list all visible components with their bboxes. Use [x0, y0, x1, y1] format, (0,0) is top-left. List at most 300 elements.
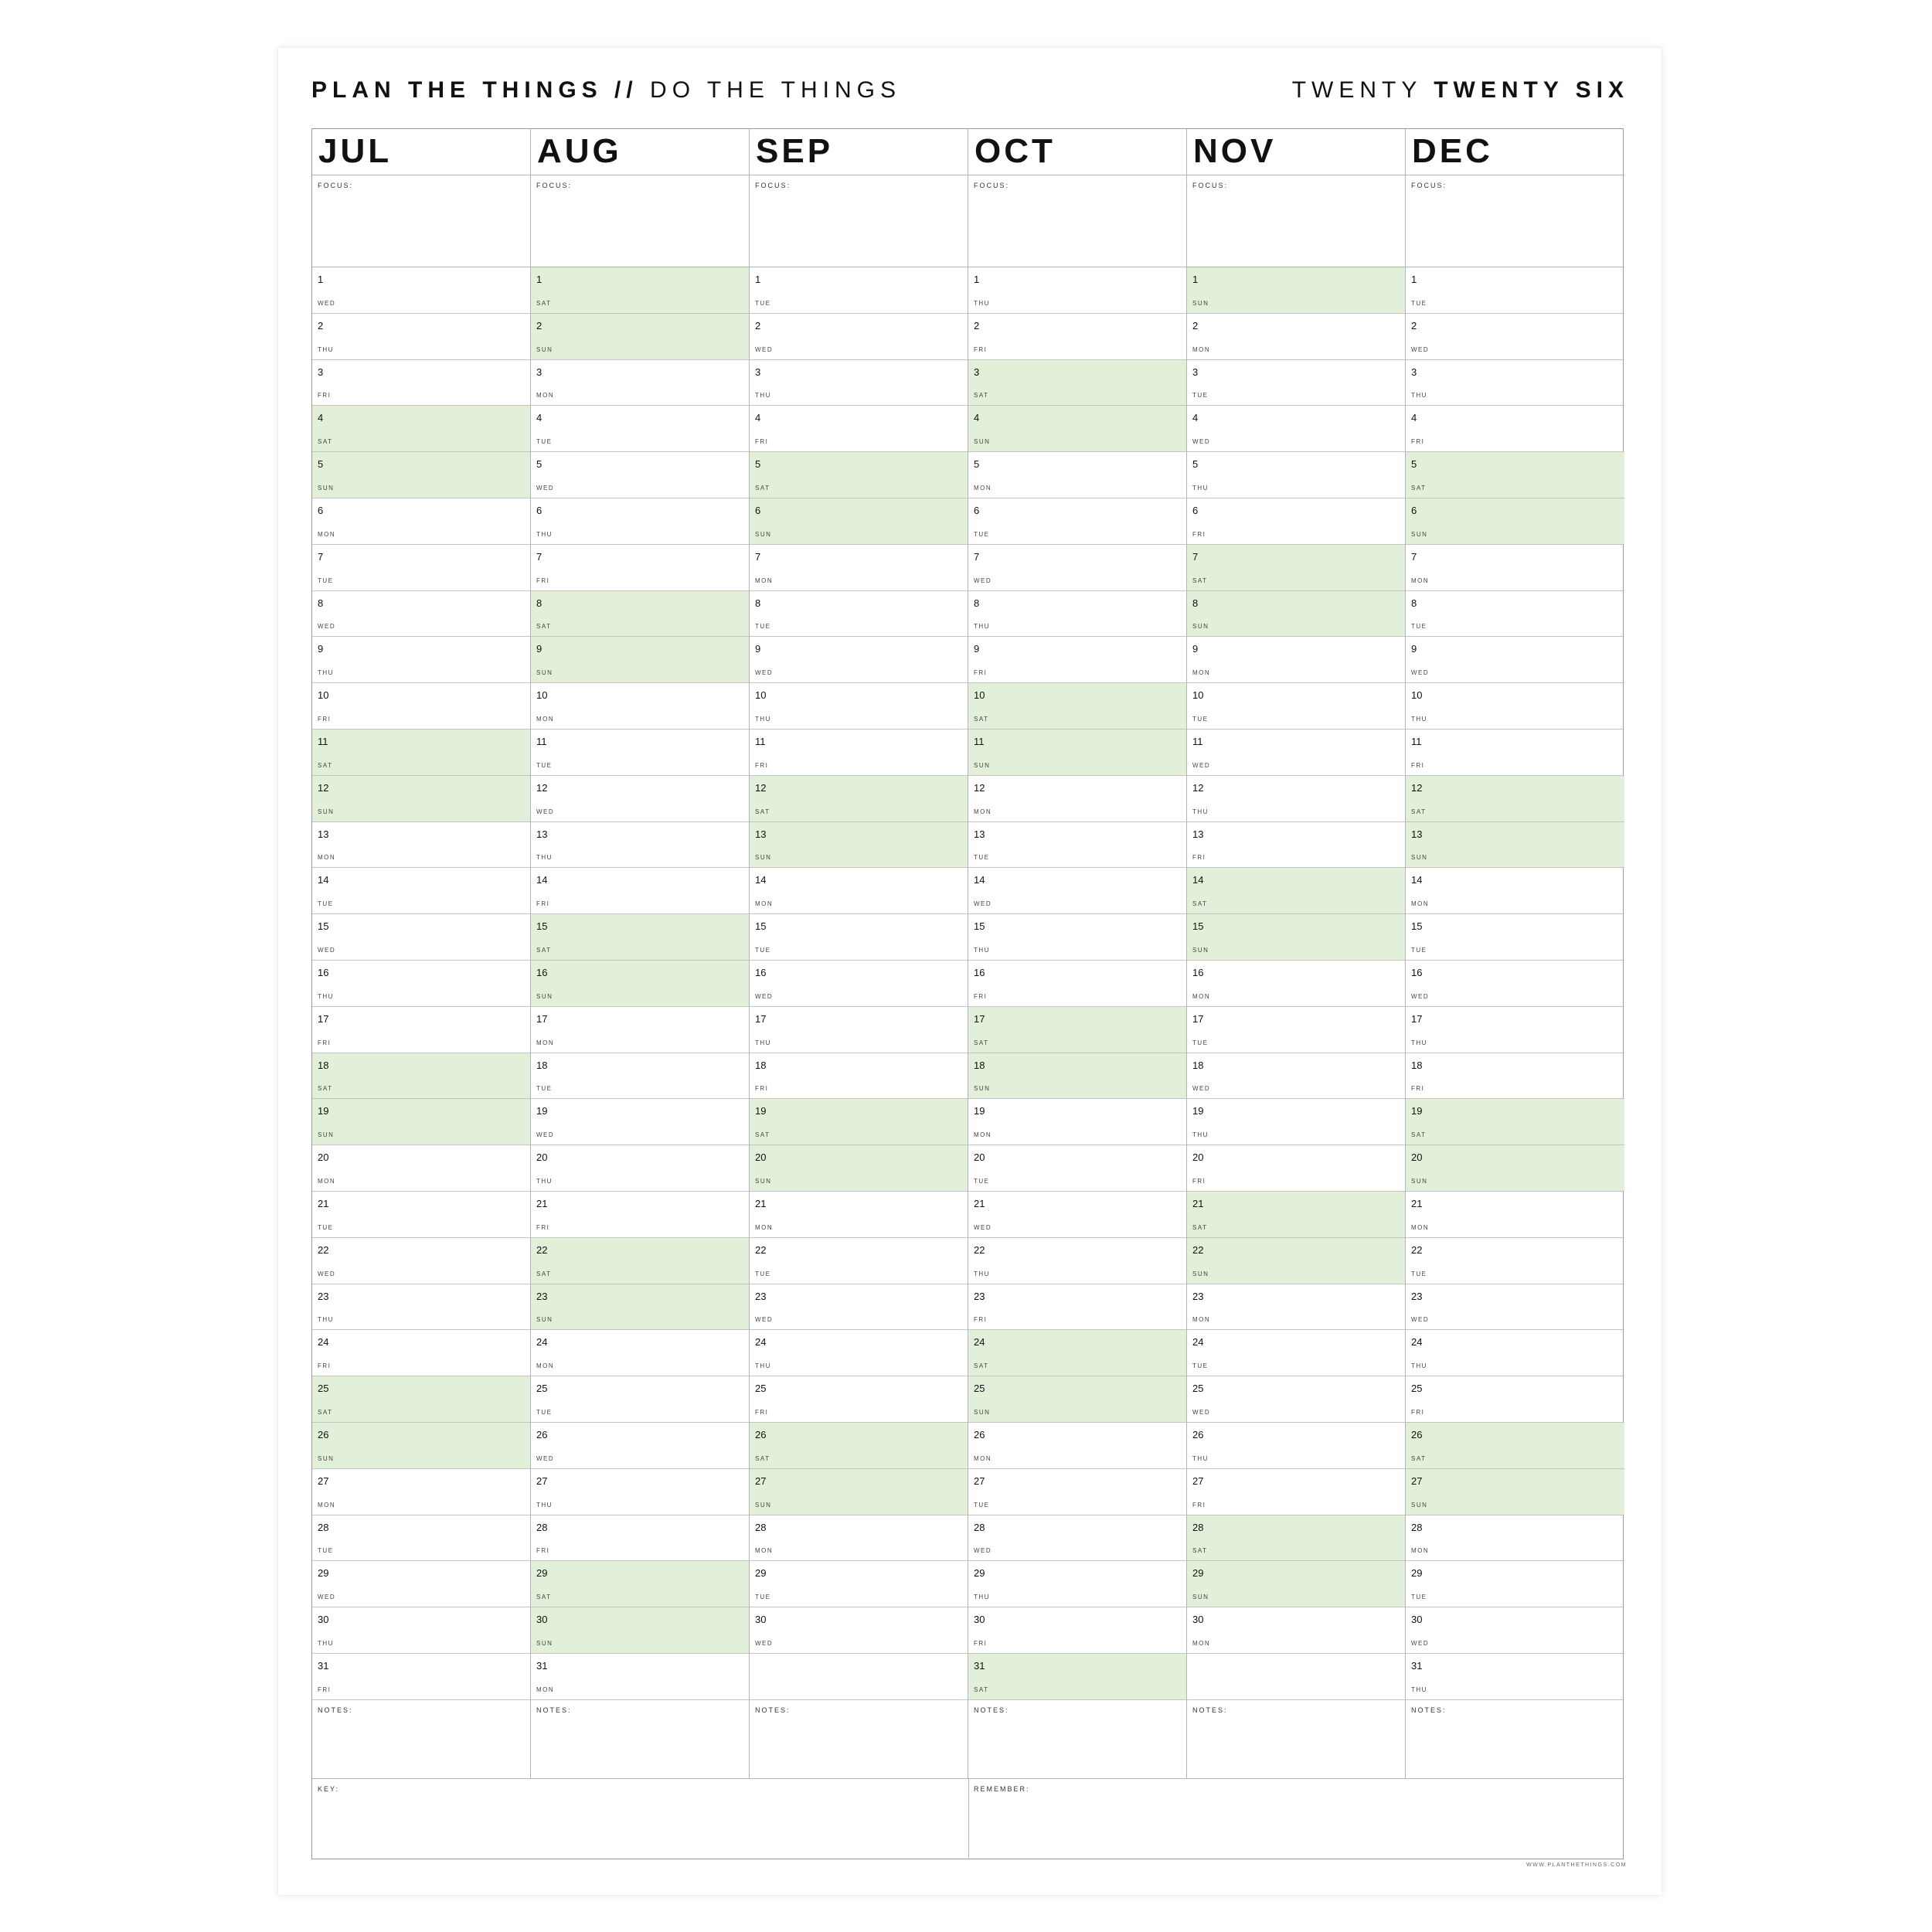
- day-cell[interactable]: [1406, 1238, 1624, 1284]
- day-number: 19: [1411, 1105, 1423, 1117]
- weekday-label: SUN: [1411, 530, 1428, 538]
- day-number: 10: [318, 689, 329, 702]
- day-cell[interactable]: [312, 406, 530, 452]
- day-cell[interactable]: [1406, 730, 1624, 776]
- day-cell[interactable]: [1187, 868, 1405, 914]
- day-number: 2: [755, 319, 761, 332]
- day-cell[interactable]: [312, 1561, 530, 1607]
- day-cell[interactable]: [531, 1192, 749, 1238]
- day-cell[interactable]: [531, 314, 749, 360]
- day-cell[interactable]: [312, 1330, 530, 1376]
- weekday-label: SUN: [1192, 1270, 1209, 1277]
- day-cell[interactable]: [968, 868, 1186, 914]
- day-cell[interactable]: [750, 1469, 968, 1515]
- day-cell[interactable]: [312, 1284, 530, 1331]
- day-number: 1: [974, 274, 980, 285]
- day-cell[interactable]: [1187, 1607, 1405, 1654]
- day-number: 11: [1192, 735, 1203, 747]
- day-cell[interactable]: [1187, 452, 1405, 498]
- weekday-label: TUE: [1411, 623, 1427, 631]
- day-cell[interactable]: [750, 637, 968, 683]
- day-cell[interactable]: [1406, 1330, 1624, 1376]
- day-cell[interactable]: [312, 591, 530, 638]
- day-cell[interactable]: [531, 1099, 749, 1145]
- day-cell[interactable]: [312, 498, 530, 545]
- day-cell[interactable]: [312, 1192, 530, 1238]
- day-cell[interactable]: [531, 406, 749, 452]
- day-number: 14: [536, 874, 548, 886]
- day-cell[interactable]: [750, 314, 968, 360]
- day-number: 31: [974, 1659, 985, 1672]
- day-cell[interactable]: [1406, 452, 1624, 498]
- day-cell[interactable]: [531, 637, 749, 683]
- day-cell[interactable]: [531, 914, 749, 961]
- day-cell[interactable]: [1187, 1192, 1405, 1238]
- day-number: 20: [318, 1151, 329, 1164]
- day-cell[interactable]: [968, 545, 1186, 591]
- day-cell[interactable]: [968, 1284, 1186, 1331]
- day-cell[interactable]: [968, 498, 1186, 545]
- day-number: 30: [974, 1614, 985, 1626]
- day-cell[interactable]: [1187, 683, 1405, 730]
- day-cell[interactable]: [531, 961, 749, 1007]
- day-cell[interactable]: [750, 591, 968, 638]
- weekday-label: TUE: [755, 1594, 771, 1601]
- day-cell[interactable]: [968, 1238, 1186, 1284]
- weekday-label: THU: [1411, 715, 1427, 723]
- day-cell[interactable]: [968, 1423, 1186, 1469]
- day-cell[interactable]: [750, 1330, 968, 1376]
- day-cell[interactable]: [531, 683, 749, 730]
- weekday-label: MON: [318, 1177, 336, 1185]
- day-cell[interactable]: [750, 776, 968, 822]
- day-cell[interactable]: [968, 683, 1186, 730]
- weekday-label: MON: [318, 854, 336, 862]
- weekday-label: FRI: [318, 392, 332, 400]
- day-cell[interactable]: [1187, 1007, 1405, 1053]
- weekday-label: FRI: [974, 669, 988, 677]
- day-number: 5: [755, 458, 761, 471]
- day-number: 26: [1192, 1428, 1204, 1440]
- day-cell[interactable]: [531, 360, 749, 406]
- day-cell[interactable]: [968, 1145, 1186, 1192]
- day-cell[interactable]: [312, 1145, 530, 1192]
- day-cell[interactable]: [1406, 776, 1624, 822]
- day-number: 9: [974, 643, 980, 655]
- day-cell[interactable]: [750, 1607, 968, 1654]
- day-cell[interactable]: [968, 1376, 1186, 1423]
- day-cell[interactable]: [1406, 545, 1624, 591]
- day-number: 11: [536, 735, 547, 747]
- weekday-label: TUE: [1411, 946, 1427, 954]
- weekday-label: TUE: [1192, 715, 1209, 723]
- day-number: 9: [1192, 643, 1199, 655]
- day-cell[interactable]: [1187, 961, 1405, 1007]
- weekday-label: WED: [318, 623, 336, 631]
- weekday-label: TUE: [536, 761, 553, 769]
- weekday-label: TUE: [1192, 392, 1209, 400]
- day-cell[interactable]: [968, 406, 1186, 452]
- day-cell[interactable]: [1187, 1238, 1405, 1284]
- day-cell[interactable]: [750, 498, 968, 545]
- day-cell[interactable]: [1187, 1515, 1405, 1562]
- day-cell[interactable]: [750, 1053, 968, 1100]
- weekday-label: TUE: [318, 577, 334, 584]
- day-cell[interactable]: [1406, 1053, 1624, 1100]
- day-cell[interactable]: [1187, 637, 1405, 683]
- weekday-label: MON: [318, 1501, 336, 1509]
- weekday-label: FRI: [755, 761, 769, 769]
- notes-label: NOTES:: [318, 1706, 353, 1714]
- day-cell[interactable]: [531, 1423, 749, 1469]
- day-cell[interactable]: [968, 1561, 1186, 1607]
- notes-label: NOTES:: [1192, 1706, 1228, 1714]
- day-number: 27: [536, 1475, 548, 1487]
- day-cell[interactable]: [1406, 961, 1624, 1007]
- notes-box[interactable]: [312, 1700, 530, 1792]
- focus-box[interactable]: [968, 175, 1186, 267]
- weekday-label: SUN: [755, 1501, 772, 1509]
- weekday-label: SUN: [755, 854, 772, 862]
- day-cell[interactable]: [968, 452, 1186, 498]
- weekday-label: SUN: [1411, 1501, 1428, 1509]
- weekday-label: TUE: [755, 1270, 771, 1277]
- day-cell[interactable]: [750, 868, 968, 914]
- day-number: 28: [755, 1521, 767, 1533]
- day-cell[interactable]: [531, 822, 749, 869]
- day-cell[interactable]: [312, 961, 530, 1007]
- day-number: 29: [1411, 1567, 1423, 1580]
- day-cell[interactable]: [750, 1145, 968, 1192]
- day-cell[interactable]: [531, 1007, 749, 1053]
- day-cell[interactable]: [1187, 545, 1405, 591]
- day-cell[interactable]: [1187, 406, 1405, 452]
- day-cell[interactable]: [1406, 637, 1624, 683]
- day-cell[interactable]: [968, 591, 1186, 638]
- day-cell[interactable]: [531, 1561, 749, 1607]
- day-cell[interactable]: [1406, 591, 1624, 638]
- day-number: 24: [755, 1336, 767, 1349]
- day-number: 4: [1411, 412, 1417, 424]
- day-cell[interactable]: [750, 1284, 968, 1331]
- day-number: 27: [318, 1475, 329, 1487]
- day-cell[interactable]: [531, 776, 749, 822]
- weekday-label: SAT: [318, 1085, 333, 1093]
- notes-box[interactable]: [750, 1700, 968, 1792]
- day-cell[interactable]: [312, 1099, 530, 1145]
- day-number: 20: [1411, 1151, 1423, 1164]
- day-cell[interactable]: [1187, 1561, 1405, 1607]
- day-cell[interactable]: [312, 776, 530, 822]
- day-cell[interactable]: [750, 452, 968, 498]
- year-bold: TWENTY SIX: [1434, 77, 1629, 103]
- day-cell[interactable]: [1187, 776, 1405, 822]
- day-cell[interactable]: [750, 1099, 968, 1145]
- weekday-label: WED: [1192, 1408, 1211, 1416]
- day-cell[interactable]: [312, 822, 530, 869]
- day-cell[interactable]: [750, 1238, 968, 1284]
- day-cell[interactable]: [531, 1330, 749, 1376]
- day-number: 5: [1192, 458, 1199, 471]
- day-cell[interactable]: [1406, 1284, 1624, 1331]
- focus-box[interactable]: [750, 175, 968, 267]
- notes-box[interactable]: [1406, 1700, 1624, 1792]
- day-cell[interactable]: [1406, 914, 1624, 961]
- day-number: 12: [318, 781, 329, 794]
- focus-box[interactable]: [1406, 175, 1624, 267]
- weekday-label: FRI: [1192, 530, 1206, 538]
- day-number: 2: [974, 319, 980, 332]
- day-cell[interactable]: [750, 683, 968, 730]
- day-cell[interactable]: [968, 314, 1186, 360]
- day-cell[interactable]: [531, 730, 749, 776]
- day-cell[interactable]: [312, 360, 530, 406]
- weekday-label: SUN: [755, 1177, 772, 1185]
- day-cell[interactable]: [750, 1376, 968, 1423]
- day-cell[interactable]: [750, 914, 968, 961]
- weekday-label: FRI: [1192, 1177, 1206, 1185]
- day-cell[interactable]: [312, 314, 530, 360]
- weekday-label: THU: [318, 992, 334, 1000]
- day-cell[interactable]: [750, 1561, 968, 1607]
- day-number: 21: [1411, 1197, 1423, 1209]
- day-cell[interactable]: [1187, 1330, 1405, 1376]
- day-cell[interactable]: [312, 1238, 530, 1284]
- day-cell[interactable]: [968, 961, 1186, 1007]
- day-cell[interactable]: [750, 730, 968, 776]
- weekday-label: THU: [1192, 808, 1209, 815]
- day-cell[interactable]: [1406, 1607, 1624, 1654]
- day-cell[interactable]: [531, 868, 749, 914]
- day-cell[interactable]: [312, 267, 530, 314]
- day-number: 23: [755, 1290, 767, 1302]
- day-cell[interactable]: [1406, 314, 1624, 360]
- weekday-label: SAT: [974, 392, 989, 400]
- day-number: 18: [755, 1059, 767, 1071]
- day-number: 6: [974, 504, 980, 516]
- day-cell[interactable]: [531, 1515, 749, 1562]
- weekday-label: FRI: [974, 1316, 988, 1324]
- notes-box[interactable]: [531, 1700, 749, 1792]
- day-cell[interactable]: [312, 1607, 530, 1654]
- day-cell[interactable]: [1406, 1376, 1624, 1423]
- day-cell[interactable]: [531, 267, 749, 314]
- day-cell[interactable]: [968, 776, 1186, 822]
- day-cell[interactable]: [1187, 1053, 1405, 1100]
- day-cell[interactable]: [968, 1515, 1186, 1562]
- day-cell[interactable]: [312, 683, 530, 730]
- day-cell[interactable]: [968, 1607, 1186, 1654]
- month-header: [312, 129, 530, 175]
- day-cell[interactable]: [312, 452, 530, 498]
- day-cell[interactable]: [312, 1654, 530, 1700]
- day-cell[interactable]: [968, 360, 1186, 406]
- day-cell[interactable]: [531, 1607, 749, 1654]
- day-number: 16: [536, 966, 548, 978]
- day-cell[interactable]: [1187, 1099, 1405, 1145]
- weekday-label: SUN: [1411, 854, 1428, 862]
- notes-label: NOTES:: [974, 1706, 1009, 1714]
- day-cell[interactable]: [531, 1469, 749, 1515]
- day-cell[interactable]: [1406, 267, 1624, 314]
- day-cell[interactable]: [1187, 1145, 1405, 1192]
- day-number: 2: [318, 319, 324, 332]
- day-number: 28: [1192, 1521, 1204, 1533]
- day-number: 16: [755, 966, 767, 978]
- day-cell[interactable]: [1406, 1145, 1624, 1192]
- day-cell[interactable]: [1187, 498, 1405, 545]
- day-number: 27: [1411, 1475, 1423, 1487]
- weekday-label: SUN: [536, 1639, 553, 1647]
- day-cell[interactable]: [1406, 1515, 1624, 1562]
- weekday-label: TUE: [318, 900, 334, 908]
- day-cell[interactable]: [968, 914, 1186, 961]
- day-cell[interactable]: [1406, 360, 1624, 406]
- day-cell[interactable]: [750, 1515, 968, 1562]
- day-cell[interactable]: [312, 1469, 530, 1515]
- day-cell[interactable]: [312, 545, 530, 591]
- day-cell[interactable]: [1187, 822, 1405, 869]
- day-cell[interactable]: [750, 961, 968, 1007]
- day-cell[interactable]: [312, 1423, 530, 1469]
- day-cell[interactable]: [531, 1238, 749, 1284]
- day-number: 30: [1192, 1614, 1204, 1626]
- day-cell[interactable]: [1406, 1561, 1624, 1607]
- day-cell[interactable]: [1187, 1423, 1405, 1469]
- day-cell[interactable]: [531, 1284, 749, 1331]
- day-cell[interactable]: [531, 498, 749, 545]
- day-cell[interactable]: [968, 267, 1186, 314]
- day-cell[interactable]: [1187, 360, 1405, 406]
- weekday-label: WED: [318, 1594, 336, 1601]
- focus-box[interactable]: [312, 175, 530, 267]
- weekday-label: WED: [1192, 1085, 1211, 1093]
- day-cell[interactable]: [531, 1145, 749, 1192]
- day-cell[interactable]: [1406, 1654, 1624, 1700]
- day-cell[interactable]: [1406, 1192, 1624, 1238]
- day-cell[interactable]: [1406, 1469, 1624, 1515]
- weekday-label: FRI: [755, 1085, 769, 1093]
- weekday-label: TUE: [318, 1223, 334, 1231]
- day-number: 18: [318, 1059, 329, 1071]
- day-cell[interactable]: [968, 1330, 1186, 1376]
- day-cell[interactable]: [1187, 591, 1405, 638]
- day-cell[interactable]: [1406, 1007, 1624, 1053]
- weekday-label: SAT: [1411, 1131, 1427, 1139]
- day-cell[interactable]: [531, 1654, 749, 1700]
- day-cell[interactable]: [968, 1099, 1186, 1145]
- day-cell[interactable]: [1406, 822, 1624, 869]
- weekday-label: FRI: [974, 1639, 988, 1647]
- day-cell[interactable]: [1187, 1469, 1405, 1515]
- weekday-label: SAT: [1411, 1454, 1427, 1462]
- day-cell[interactable]: [968, 1007, 1186, 1053]
- day-cell[interactable]: [312, 914, 530, 961]
- day-number: 25: [318, 1383, 329, 1395]
- day-cell[interactable]: [750, 545, 968, 591]
- day-cell[interactable]: [312, 1376, 530, 1423]
- day-number: 31: [318, 1659, 329, 1672]
- day-cell[interactable]: [1187, 314, 1405, 360]
- day-cell[interactable]: [531, 1376, 749, 1423]
- day-cell[interactable]: [531, 1053, 749, 1100]
- day-cell[interactable]: [1406, 498, 1624, 545]
- day-number: 6: [318, 504, 324, 516]
- day-number: 3: [318, 366, 324, 378]
- weekday-label: WED: [1411, 1639, 1430, 1647]
- weekday-label: SAT: [536, 623, 552, 631]
- day-cell[interactable]: [1187, 1284, 1405, 1331]
- day-number: 26: [318, 1428, 329, 1440]
- weekday-label: WED: [536, 1131, 555, 1139]
- day-cell[interactable]: [1187, 730, 1405, 776]
- focus-box[interactable]: [531, 175, 749, 267]
- day-cell[interactable]: [531, 591, 749, 638]
- day-cell[interactable]: [750, 360, 968, 406]
- day-number: 13: [1192, 828, 1204, 840]
- day-cell[interactable]: [312, 1053, 530, 1100]
- day-cell[interactable]: [531, 545, 749, 591]
- day-cell[interactable]: [1406, 683, 1624, 730]
- weekday-label: MON: [974, 1454, 992, 1462]
- day-number: 24: [536, 1336, 548, 1349]
- weekday-label: TUE: [1411, 299, 1427, 307]
- day-cell[interactable]: [312, 1007, 530, 1053]
- day-cell[interactable]: [1406, 406, 1624, 452]
- day-cell[interactable]: [750, 822, 968, 869]
- day-cell[interactable]: [968, 1469, 1186, 1515]
- month-header: [1406, 129, 1624, 175]
- day-number: 15: [755, 920, 767, 933]
- weekday-label: MON: [1411, 577, 1430, 584]
- day-cell[interactable]: [312, 1515, 530, 1562]
- day-cell[interactable]: [968, 730, 1186, 776]
- focus-box[interactable]: [1187, 175, 1405, 267]
- day-cell[interactable]: [312, 637, 530, 683]
- weekday-label: THU: [318, 669, 334, 677]
- day-cell[interactable]: [968, 637, 1186, 683]
- day-cell[interactable]: [312, 730, 530, 776]
- day-cell[interactable]: [1406, 1423, 1624, 1469]
- day-cell[interactable]: [968, 1654, 1186, 1700]
- day-cell[interactable]: [750, 267, 968, 314]
- day-cell[interactable]: [1187, 267, 1405, 314]
- day-cell[interactable]: [968, 1192, 1186, 1238]
- day-cell[interactable]: [1187, 914, 1405, 961]
- day-cell[interactable]: [1187, 1376, 1405, 1423]
- day-cell[interactable]: [1406, 1099, 1624, 1145]
- weekday-label: WED: [318, 1270, 336, 1277]
- day-cell[interactable]: [750, 406, 968, 452]
- day-cell[interactable]: [750, 1192, 968, 1238]
- day-number: 25: [1192, 1383, 1204, 1395]
- notes-box[interactable]: [1187, 1700, 1405, 1792]
- day-cell[interactable]: [531, 452, 749, 498]
- weekday-label: WED: [1411, 992, 1430, 1000]
- day-cell[interactable]: [1406, 868, 1624, 914]
- notes-box[interactable]: [968, 1700, 1186, 1792]
- day-cell[interactable]: [312, 868, 530, 914]
- weekday-label: SUN: [536, 1316, 553, 1324]
- day-number: 15: [318, 920, 329, 933]
- day-number: 12: [755, 781, 767, 794]
- weekday-label: SAT: [536, 1594, 552, 1601]
- day-cell[interactable]: [750, 1423, 968, 1469]
- day-cell[interactable]: [968, 822, 1186, 869]
- day-cell[interactable]: [750, 1007, 968, 1053]
- day-cell[interactable]: [968, 1053, 1186, 1100]
- day-number: 21: [536, 1197, 548, 1209]
